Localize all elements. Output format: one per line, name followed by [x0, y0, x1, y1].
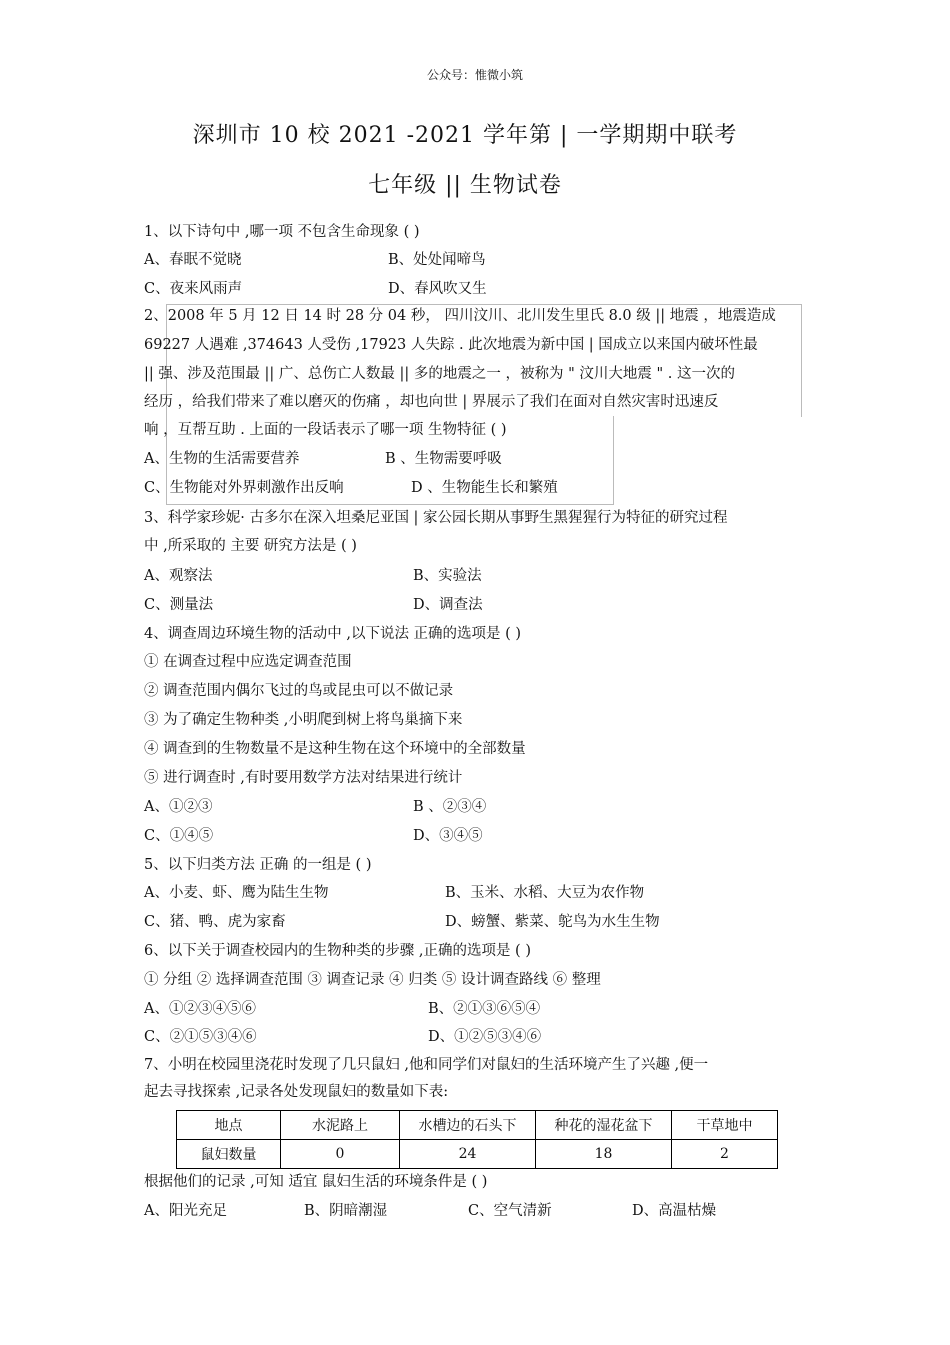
table-cell: 种花的湿花盆下 [536, 1111, 672, 1140]
text-line: 根据他们的记录 ,可知 适宜 鼠妇生活的环境条件是 ( ) [144, 1174, 488, 1190]
answer-option: B 、②③④ [413, 799, 487, 815]
table-cell: 水泥路上 [281, 1111, 400, 1140]
text-line: A、春眠不觉晓 [144, 252, 242, 268]
text-line: 3、科学家珍妮· 古多尔在深入坦桑尼亚国 | 家公园长期从事野生黑猩猩行为特征的研究过程 [144, 510, 728, 526]
table-cell: 鼠妇数量 [177, 1140, 281, 1169]
text-line: 1、以下诗句中 ,哪一项 不包含生命现象 ( ) [144, 224, 420, 240]
text-line: 4、调查周边环境生物的活动中 ,以下说法 正确的选项是 ( ) [144, 626, 522, 642]
answer-option: B、处处闻啼鸟 [388, 252, 486, 268]
text-line: 响 ，互帮互助 . 上面的一段话表示了哪一项 生物特征 ( ) [144, 422, 507, 438]
woodlouse-table [176, 1110, 778, 1169]
answer-option: D 、生物能生长和繁殖 [411, 480, 558, 496]
text-line: 6、以下关于调查校园内的生物种类的步骤 ,正确的选项是 ( ) [144, 943, 531, 959]
table-header-row [177, 1111, 778, 1140]
text-line: A、阳光充足 [144, 1203, 227, 1219]
table-row [177, 1140, 778, 1169]
answer-option: B、实验法 [413, 568, 482, 584]
text-line: 中 ,所采取的 主要 研究方法是 ( ) [144, 538, 357, 554]
text-line: C、夜来风雨声 [144, 281, 243, 297]
text-line: ⑤ 进行调查时 ,有时要用数学方法对结果进行统计 [144, 770, 463, 786]
table-cell: 水槽边的石头下 [400, 1111, 536, 1140]
answer-option: B、阴暗潮湿 [304, 1203, 388, 1219]
text-line: 经历 ，给我们带来了难以磨灭的伤痛 ，却也向世 | 界展示了我们在面对自然灾害时迅速反 [144, 394, 719, 410]
text-line: ② 调查范围内偶尔飞过的鸟或昆虫可以不做记录 [144, 683, 454, 699]
table-cell: 0 [281, 1140, 400, 1169]
text-line: || 强、涉及范围最 || 广、总伤亡人数最 || 多的地震之一 ，被称为 " 汶川大地震 " . 这一次的 [144, 366, 735, 382]
answer-option: D、③④⑤ [413, 828, 483, 844]
answer-option: B、②①③⑥⑤④ [428, 1001, 541, 1017]
answer-option: B 、生物需要呼吸 [385, 451, 502, 467]
answer-option: C、空气清新 [468, 1203, 552, 1219]
table-cell: 干草地中 [672, 1111, 778, 1140]
text-line: C、②①⑤③④⑥ [144, 1029, 257, 1045]
text-line: C、①④⑤ [144, 828, 214, 844]
text-line: C、生物能对外界刺激作出反响 [144, 480, 344, 496]
answer-option: B、玉米、水稻、大豆为农作物 [445, 885, 645, 901]
text-line: 2、2008 年 5 月 12 日 14 时 28 分 04 秒， 四川汶川、北川发生里氏 8.0 级 || 地震 ，地震造成 [144, 308, 776, 324]
answer-option: D、调查法 [413, 597, 483, 613]
text-line: A、①②③ [144, 799, 213, 815]
answer-option: D、螃蟹、紫菜、鸵鸟为水生生物 [445, 914, 660, 930]
table-cell: 24 [400, 1140, 536, 1169]
answer-option: D、高温枯燥 [632, 1203, 717, 1219]
text-line: ④ 调查到的生物数量不是这种生物在这个环境中的全部数量 [144, 741, 526, 757]
text-line: C、测量法 [144, 597, 214, 613]
answer-option: D、①②⑤③④⑥ [428, 1029, 542, 1045]
text-line: C、猪、鸭、虎为家畜 [144, 914, 286, 930]
exam-title: 深圳市 10 校 2021 -2021 学年第 | 一学期期中联考 [192, 123, 738, 148]
text-line: 69227 人遇难 ,374643 人受伤 ,17923 人失踪 . 此次地震为新中国 | 国成立以来国内破坏性最 [144, 337, 758, 353]
text-line: A、生物的生活需要营养 [144, 451, 300, 467]
table-cell: 2 [672, 1140, 778, 1169]
page-header: 公众号：惟微小筑 [426, 68, 523, 82]
text-line: ① 在调查过程中应选定调查范围 [144, 654, 352, 670]
text-line: 5、以下归类方法 正确 的一组是 ( ) [144, 857, 372, 873]
table-cell: 18 [536, 1140, 672, 1169]
text-line: ③ 为了确定生物种类 ,小明爬到树上将鸟巢摘下来 [144, 712, 463, 728]
table-cell: 地点 [177, 1111, 281, 1140]
text-line: 起去寻找探索 ,记录各处发现鼠妇的数量如下表: [144, 1084, 449, 1100]
text-line: A、①②③④⑤⑥ [144, 1001, 256, 1017]
text-line: 7、小明在校园里浇花时发现了几只鼠妇 ,他和同学们对鼠妇的生活环境产生了兴趣 ,便一 [144, 1057, 709, 1073]
answer-option: D、春风吹又生 [388, 281, 487, 297]
exam-subtitle: 七年级 || 生物试卷 [368, 173, 562, 198]
text-line: ① 分组 ② 选择调查范围 ③ 调查记录 ④ 归类 ⑤ 设计调查路线 ⑥ 整理 [144, 972, 601, 988]
text-line: A、观察法 [144, 568, 213, 584]
text-line: A、小麦、虾、鹰为陆生生物 [144, 885, 329, 901]
